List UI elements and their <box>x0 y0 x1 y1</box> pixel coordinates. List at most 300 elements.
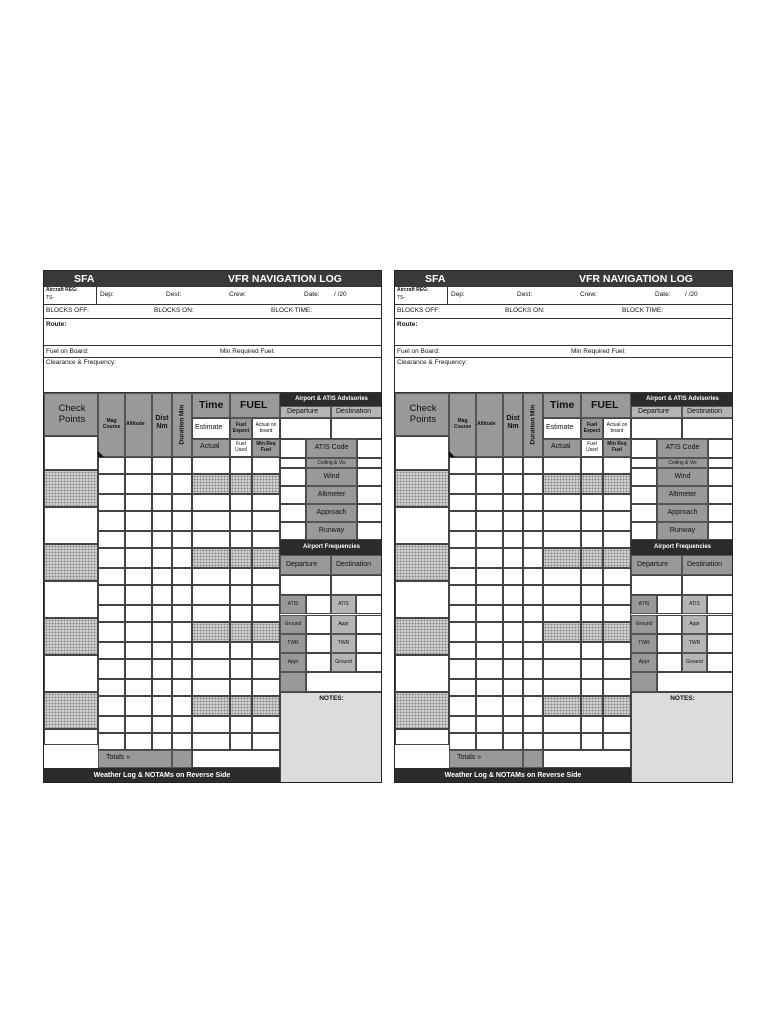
leg-cell[interactable] <box>503 733 523 750</box>
wind-dest-field[interactable] <box>357 468 382 486</box>
atis-code-dest-field[interactable] <box>357 439 382 458</box>
freq-destination-label: Destination <box>687 561 723 568</box>
leg-cell[interactable] <box>172 659 192 679</box>
leg-cell[interactable] <box>523 474 543 494</box>
leg-cell[interactable] <box>503 494 523 511</box>
time-fuel-cell[interactable] <box>581 585 603 605</box>
leg-cell[interactable] <box>125 494 152 511</box>
leg-cell[interactable] <box>172 457 192 474</box>
wind-dep-field[interactable] <box>631 468 657 486</box>
freq-dest-value[interactable] <box>356 595 382 614</box>
leg-cell[interactable] <box>523 696 543 716</box>
time-fuel-cell[interactable] <box>603 457 631 474</box>
leg-cell[interactable] <box>449 568 476 585</box>
freq-dest-field[interactable] <box>331 575 382 595</box>
time-fuel-cell[interactable] <box>543 548 581 568</box>
leg-cell[interactable] <box>476 511 503 531</box>
time-fuel-cell[interactable] <box>603 585 631 605</box>
time-fuel-cell[interactable] <box>543 716 581 733</box>
time-fuel-cell[interactable] <box>581 494 603 511</box>
leg-cell[interactable] <box>503 457 523 474</box>
leg-cell[interactable] <box>476 605 503 622</box>
time-fuel-cell[interactable] <box>252 548 280 568</box>
atis-dep-field[interactable] <box>631 418 682 439</box>
runway-dest-field[interactable] <box>708 522 733 540</box>
leg-cell[interactable] <box>125 585 152 605</box>
time-fuel-cell[interactable] <box>543 696 581 716</box>
leg-cell[interactable] <box>152 696 172 716</box>
freq-dep-field[interactable] <box>631 575 682 595</box>
time-fuel-cell[interactable] <box>252 531 280 548</box>
runway-dest-field[interactable] <box>357 522 382 540</box>
leg-cell[interactable] <box>449 605 476 622</box>
leg-cell[interactable] <box>523 679 543 696</box>
leg-cell[interactable] <box>98 548 125 568</box>
check-point-cell[interactable] <box>395 581 449 618</box>
time-fuel-cell[interactable] <box>543 457 581 474</box>
time-fuel-cell[interactable] <box>543 679 581 696</box>
time-fuel-cell[interactable] <box>543 605 581 622</box>
leg-cell[interactable] <box>523 494 543 511</box>
aircraft-reg-field[interactable] <box>413 295 445 303</box>
leg-cell[interactable] <box>125 733 152 750</box>
freq-dep-value[interactable] <box>306 634 331 653</box>
leg-cell[interactable] <box>98 494 125 511</box>
leg-cell[interactable] <box>523 511 543 531</box>
time-fuel-cell[interactable] <box>252 474 280 494</box>
leg-cell[interactable] <box>152 605 172 622</box>
leg-cell[interactable] <box>152 474 172 494</box>
time-fuel-cell[interactable] <box>581 474 603 494</box>
leg-cell[interactable] <box>125 457 152 474</box>
time-fuel-cell[interactable] <box>192 750 280 768</box>
atis-code-dest-field[interactable] <box>708 439 733 458</box>
leg-cell[interactable] <box>523 531 543 548</box>
check-point-cell[interactable] <box>44 544 98 581</box>
time-fuel-cell[interactable] <box>603 642 631 659</box>
leg-cell[interactable] <box>172 733 192 750</box>
leg-cell[interactable] <box>152 585 172 605</box>
leg-cell[interactable] <box>476 548 503 568</box>
leg-cell[interactable] <box>503 622 523 642</box>
leg-cell[interactable] <box>503 568 523 585</box>
leg-cell[interactable] <box>172 605 192 622</box>
leg-cell[interactable] <box>449 585 476 605</box>
time-fuel-cell[interactable] <box>230 494 252 511</box>
time-fuel-cell[interactable] <box>230 659 252 679</box>
leg-cell[interactable] <box>476 733 503 750</box>
freq-dep-value[interactable] <box>657 595 682 614</box>
time-fuel-cell[interactable] <box>603 511 631 531</box>
leg-cell[interactable] <box>523 622 543 642</box>
leg-cell[interactable] <box>172 474 192 494</box>
time-fuel-cell[interactable] <box>543 585 581 605</box>
freq-dep-field[interactable] <box>280 575 331 595</box>
leg-cell[interactable] <box>98 457 125 474</box>
time-fuel-cell[interactable] <box>543 511 581 531</box>
leg-cell[interactable] <box>476 568 503 585</box>
time-fuel-cell[interactable] <box>603 531 631 548</box>
leg-cell[interactable] <box>172 622 192 642</box>
time-fuel-cell[interactable] <box>603 548 631 568</box>
leg-cell[interactable] <box>125 642 152 659</box>
check-point-cell[interactable] <box>395 507 449 544</box>
leg-cell[interactable] <box>523 716 543 733</box>
check-point-cell[interactable] <box>44 470 98 507</box>
time-fuel-cell[interactable] <box>581 548 603 568</box>
time-fuel-cell[interactable] <box>252 659 280 679</box>
freq-dep-extra-field[interactable] <box>657 672 733 692</box>
leg-cell[interactable] <box>449 474 476 494</box>
time-fuel-cell[interactable] <box>230 642 252 659</box>
check-point-cell[interactable] <box>395 436 449 470</box>
time-fuel-cell[interactable] <box>252 622 280 642</box>
time-fuel-cell[interactable] <box>581 568 603 585</box>
atis-dest-field[interactable] <box>331 418 382 439</box>
time-fuel-cell[interactable] <box>252 716 280 733</box>
check-point-cell[interactable] <box>44 729 98 745</box>
time-fuel-cell[interactable] <box>252 642 280 659</box>
leg-cell[interactable] <box>172 494 192 511</box>
check-point-cell[interactable] <box>395 470 449 507</box>
atis-dest-field[interactable] <box>682 418 733 439</box>
time-fuel-cell[interactable] <box>230 622 252 642</box>
time-fuel-cell[interactable] <box>543 750 631 768</box>
time-fuel-cell[interactable] <box>603 733 631 750</box>
notes-area[interactable] <box>631 692 733 783</box>
freq-dep-value[interactable] <box>657 653 682 672</box>
leg-cell[interactable] <box>152 716 172 733</box>
leg-cell[interactable] <box>125 659 152 679</box>
leg-cell[interactable] <box>98 733 125 750</box>
leg-cell[interactable] <box>98 585 125 605</box>
leg-cell[interactable] <box>503 696 523 716</box>
time-fuel-cell[interactable] <box>581 696 603 716</box>
freq-dest-value[interactable] <box>356 653 382 672</box>
time-fuel-cell[interactable] <box>192 696 230 716</box>
leg-cell[interactable] <box>125 511 152 531</box>
leg-cell[interactable] <box>152 531 172 548</box>
leg-cell[interactable] <box>449 531 476 548</box>
time-fuel-cell[interactable] <box>192 548 230 568</box>
time-fuel-cell[interactable] <box>192 605 230 622</box>
time-fuel-cell[interactable] <box>192 642 230 659</box>
leg-cell[interactable] <box>152 457 172 474</box>
leg-cell[interactable] <box>172 585 192 605</box>
runway-dep-field[interactable] <box>280 522 306 540</box>
time-fuel-cell[interactable] <box>543 622 581 642</box>
time-fuel-cell[interactable] <box>581 605 603 622</box>
leg-cell[interactable] <box>449 696 476 716</box>
altimeter-dest-field[interactable] <box>357 486 382 504</box>
leg-cell[interactable] <box>449 716 476 733</box>
leg-cell[interactable] <box>503 548 523 568</box>
freq-dep-value[interactable] <box>306 595 331 614</box>
leg-cell[interactable] <box>476 494 503 511</box>
approach-dest-field[interactable] <box>357 504 382 522</box>
time-fuel-cell[interactable] <box>252 457 280 474</box>
time-fuel-cell[interactable] <box>192 511 230 531</box>
check-point-cell[interactable] <box>44 436 98 470</box>
leg-cell[interactable] <box>172 531 192 548</box>
leg-cell[interactable] <box>98 531 125 548</box>
leg-cell[interactable] <box>152 659 172 679</box>
leg-cell[interactable] <box>98 474 125 494</box>
time-fuel-cell[interactable] <box>230 605 252 622</box>
leg-cell[interactable] <box>125 531 152 548</box>
time-fuel-cell[interactable] <box>192 474 230 494</box>
leg-cell[interactable] <box>523 585 543 605</box>
time-fuel-cell[interactable] <box>543 659 581 679</box>
leg-cell[interactable] <box>449 642 476 659</box>
check-point-cell[interactable] <box>395 692 449 729</box>
leg-cell[interactable] <box>98 511 125 531</box>
leg-cell[interactable] <box>172 568 192 585</box>
time-fuel-cell[interactable] <box>603 696 631 716</box>
ceiling-vis-dest-field[interactable] <box>708 458 733 468</box>
leg-cell[interactable] <box>98 716 125 733</box>
approach-dep-field[interactable] <box>631 504 657 522</box>
leg-cell[interactable] <box>503 642 523 659</box>
time-fuel-cell[interactable] <box>252 696 280 716</box>
time-fuel-cell[interactable] <box>581 622 603 642</box>
leg-cell[interactable] <box>152 494 172 511</box>
leg-cell[interactable] <box>172 548 192 568</box>
check-point-cell[interactable] <box>44 655 98 692</box>
time-fuel-cell[interactable] <box>603 474 631 494</box>
leg-cell[interactable] <box>523 733 543 750</box>
time-fuel-cell[interactable] <box>252 494 280 511</box>
leg-cell[interactable] <box>476 679 503 696</box>
time-fuel-cell[interactable] <box>543 642 581 659</box>
time-fuel-cell[interactable] <box>192 494 230 511</box>
time-fuel-cell[interactable] <box>581 642 603 659</box>
approach-dep-field[interactable] <box>280 504 306 522</box>
leg-cell[interactable] <box>449 457 476 474</box>
check-point-cell[interactable] <box>44 581 98 618</box>
check-point-cell[interactable] <box>395 729 449 745</box>
leg-cell[interactable] <box>449 679 476 696</box>
leg-cell[interactable] <box>476 642 503 659</box>
notes-area[interactable] <box>280 692 382 783</box>
leg-cell[interactable] <box>476 622 503 642</box>
leg-cell[interactable] <box>523 548 543 568</box>
leg-cell[interactable] <box>125 548 152 568</box>
leg-cell[interactable] <box>503 605 523 622</box>
freq-dest-value[interactable] <box>707 615 733 634</box>
ceiling-vis-dep-field[interactable] <box>280 458 306 468</box>
leg-cell[interactable] <box>476 474 503 494</box>
time-fuel-cell[interactable] <box>543 494 581 511</box>
check-point-cell[interactable] <box>44 692 98 729</box>
time-fuel-cell[interactable] <box>603 716 631 733</box>
leg-cell[interactable] <box>98 696 125 716</box>
atis-dep-field[interactable] <box>280 418 331 439</box>
time-fuel-cell[interactable] <box>603 659 631 679</box>
time-fuel-cell[interactable] <box>230 531 252 548</box>
leg-cell[interactable] <box>152 642 172 659</box>
freq-dep-value[interactable] <box>657 615 682 634</box>
freq-dest-value[interactable] <box>707 653 733 672</box>
leg-cell[interactable] <box>98 568 125 585</box>
atis-code-dep-field[interactable] <box>631 439 657 458</box>
time-fuel-cell[interactable] <box>230 474 252 494</box>
atis-code-dep-field[interactable] <box>280 439 306 458</box>
freq-dep-value[interactable] <box>306 615 331 634</box>
leg-cell[interactable] <box>503 679 523 696</box>
time-fuel-cell[interactable] <box>252 733 280 750</box>
time-fuel-cell[interactable] <box>230 733 252 750</box>
leg-cell[interactable] <box>503 585 523 605</box>
time-fuel-cell[interactable] <box>543 568 581 585</box>
leg-cell[interactable] <box>503 531 523 548</box>
time-fuel-cell[interactable] <box>230 585 252 605</box>
leg-cell[interactable] <box>125 474 152 494</box>
leg-cell[interactable] <box>125 679 152 696</box>
leg-cell[interactable] <box>503 474 523 494</box>
time-fuel-cell[interactable] <box>543 474 581 494</box>
leg-cell[interactable] <box>449 733 476 750</box>
time-fuel-cell[interactable] <box>192 659 230 679</box>
leg-cell[interactable] <box>476 531 503 548</box>
leg-cell[interactable] <box>172 642 192 659</box>
leg-cell[interactable] <box>449 659 476 679</box>
leg-cell[interactable] <box>172 511 192 531</box>
leg-cell[interactable] <box>152 679 172 696</box>
leg-cell[interactable] <box>98 659 125 679</box>
leg-cell[interactable] <box>476 659 503 679</box>
time-fuel-cell[interactable] <box>192 568 230 585</box>
leg-cell[interactable] <box>152 511 172 531</box>
leg-cell[interactable] <box>476 716 503 733</box>
time-fuel-cell[interactable] <box>230 548 252 568</box>
time-fuel-cell[interactable] <box>252 568 280 585</box>
leg-cell[interactable] <box>152 568 172 585</box>
freq-dep-extra-field[interactable] <box>306 672 382 692</box>
leg-cell[interactable] <box>449 548 476 568</box>
time-fuel-cell[interactable] <box>192 716 230 733</box>
time-fuel-cell[interactable] <box>581 457 603 474</box>
ceiling-vis-dest-field[interactable] <box>357 458 382 468</box>
leg-cell[interactable] <box>125 622 152 642</box>
check-point-cell[interactable] <box>395 544 449 581</box>
time-fuel-cell[interactable] <box>192 622 230 642</box>
leg-cell[interactable] <box>449 494 476 511</box>
leg-cell[interactable] <box>523 605 543 622</box>
leg-cell[interactable] <box>98 642 125 659</box>
time-fuel-cell[interactable] <box>603 605 631 622</box>
time-fuel-cell[interactable] <box>230 511 252 531</box>
time-fuel-cell[interactable] <box>543 733 581 750</box>
time-fuel-cell[interactable] <box>252 511 280 531</box>
time-fuel-cell[interactable] <box>603 568 631 585</box>
leg-cell[interactable] <box>152 622 172 642</box>
freq-dest-value[interactable] <box>707 595 733 614</box>
leg-cell[interactable] <box>98 605 125 622</box>
time-fuel-cell[interactable] <box>230 568 252 585</box>
leg-cell[interactable] <box>125 696 152 716</box>
leg-cell[interactable] <box>152 548 172 568</box>
freq-dest-value[interactable] <box>356 634 382 653</box>
check-point-cell[interactable] <box>395 618 449 655</box>
wind-dep-field[interactable] <box>280 468 306 486</box>
time-fuel-cell[interactable] <box>192 679 230 696</box>
leg-cell[interactable] <box>523 457 543 474</box>
time-fuel-cell[interactable] <box>581 511 603 531</box>
time-fuel-cell[interactable] <box>252 679 280 696</box>
leg-cell[interactable] <box>125 605 152 622</box>
leg-cell[interactable] <box>98 679 125 696</box>
leg-cell[interactable] <box>152 733 172 750</box>
time-fuel-cell[interactable] <box>230 696 252 716</box>
freq-dep-value[interactable] <box>657 634 682 653</box>
leg-cell[interactable] <box>476 457 503 474</box>
time-fuel-cell[interactable] <box>192 733 230 750</box>
wind-dest-field[interactable] <box>708 468 733 486</box>
leg-cell[interactable] <box>125 716 152 733</box>
approach-dest-field[interactable] <box>708 504 733 522</box>
freq-dest-field[interactable] <box>682 575 733 595</box>
time-fuel-cell[interactable] <box>192 585 230 605</box>
altimeter-dep-field[interactable] <box>631 486 657 504</box>
freq-dep-value[interactable] <box>306 653 331 672</box>
leg-cell[interactable] <box>172 696 192 716</box>
time-fuel-cell[interactable] <box>252 605 280 622</box>
leg-cell[interactable] <box>503 716 523 733</box>
check-point-cell[interactable] <box>44 618 98 655</box>
time-fuel-cell[interactable] <box>581 716 603 733</box>
runway-dep-field[interactable] <box>631 522 657 540</box>
time-fuel-cell[interactable] <box>230 457 252 474</box>
leg-cell[interactable] <box>125 568 152 585</box>
leg-cell[interactable] <box>449 622 476 642</box>
altimeter-dest-field[interactable] <box>708 486 733 504</box>
time-fuel-cell[interactable] <box>230 679 252 696</box>
leg-cell[interactable] <box>523 642 543 659</box>
leg-cell[interactable] <box>476 585 503 605</box>
check-point-cell[interactable] <box>44 507 98 544</box>
time-fuel-cell[interactable] <box>230 716 252 733</box>
leg-cell[interactable] <box>98 622 125 642</box>
ceiling-vis-dep-field[interactable] <box>631 458 657 468</box>
aircraft-reg-field[interactable] <box>62 295 94 303</box>
time-fuel-cell[interactable] <box>192 457 230 474</box>
altimeter-dep-field[interactable] <box>280 486 306 504</box>
leg-cell[interactable] <box>172 716 192 733</box>
time-fuel-cell[interactable] <box>603 679 631 696</box>
time-fuel-cell[interactable] <box>581 679 603 696</box>
time-fuel-cell[interactable] <box>603 494 631 511</box>
freq-dest-value[interactable] <box>356 615 382 634</box>
time-fuel-cell[interactable] <box>252 585 280 605</box>
leg-cell[interactable] <box>503 659 523 679</box>
time-fuel-cell[interactable] <box>543 531 581 548</box>
time-fuel-cell[interactable] <box>581 659 603 679</box>
freq-dest-value[interactable] <box>707 634 733 653</box>
block-time-label: BLOCK TIME: <box>271 307 313 314</box>
time-fuel-cell[interactable] <box>192 531 230 548</box>
leg-cell[interactable] <box>172 679 192 696</box>
leg-cell[interactable] <box>523 659 543 679</box>
check-point-cell[interactable] <box>395 655 449 692</box>
time-fuel-cell[interactable] <box>603 622 631 642</box>
time-fuel-cell[interactable] <box>581 733 603 750</box>
leg-cell[interactable] <box>503 511 523 531</box>
leg-cell[interactable] <box>523 568 543 585</box>
leg-cell[interactable] <box>476 696 503 716</box>
leg-cell[interactable] <box>449 511 476 531</box>
time-fuel-cell[interactable] <box>581 531 603 548</box>
